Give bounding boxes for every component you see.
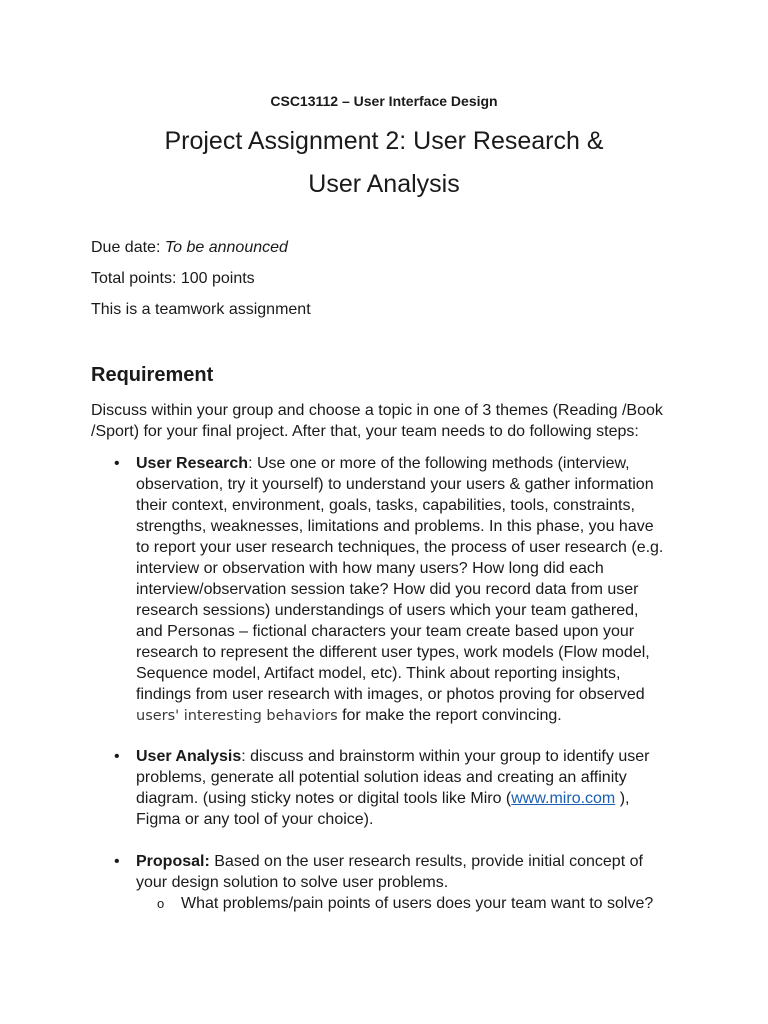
analysis-line: diagram. (using sticky notes or digital tools like Miro (www.miro.com ), <box>136 790 630 807</box>
title-line-2: User Analysis <box>308 170 460 198</box>
research-line: observation, try it yourself) to understand your users & gather information <box>136 476 654 493</box>
teamwork-note: This is a teamwork assignment <box>91 301 311 318</box>
analysis-line: problems, generate all potential solution ideas and creating an affinity <box>136 769 627 786</box>
intro-line: /Sport) for your final project. After that, your team needs to do following steps: <box>91 423 639 440</box>
due-date <box>91 239 288 257</box>
bullet-icon: • <box>114 748 120 765</box>
miro-link[interactable]: www.miro.com <box>511 790 616 807</box>
title-line-1: Project Assignment 2: User Research & <box>164 127 604 155</box>
proposal-line: Proposal: Based on the user research results, provide initial concept of <box>136 853 643 870</box>
total-points: Total points: 100 points <box>91 270 255 287</box>
proposal-label: Proposal: <box>136 853 210 870</box>
research-line: interview or observation with how many users? How long did each <box>136 560 604 577</box>
sub-item-text: What problems/pain points of users does your team want to solve? <box>181 895 654 912</box>
list-item-proposal <box>114 851 676 893</box>
proposal-line: your design solution to solve user problems. <box>136 874 449 891</box>
page-title <box>0 120 768 206</box>
circle-bullet-icon: o <box>157 896 165 911</box>
requirement-intro <box>91 400 701 442</box>
research-line: User Research: Use one or more of the following methods (interview, <box>136 455 630 472</box>
section-heading-requirement: Requirement <box>91 364 214 386</box>
research-line: strengths, weaknesses, limitations and problems. In this phase, you have <box>136 518 654 535</box>
list-item-user-analysis <box>114 746 676 830</box>
research-line: Sequence model, Artifact model, etc). Think about reporting insights, <box>136 665 621 682</box>
due-value: To be announced <box>164 239 288 256</box>
list-item-user-research <box>114 453 676 727</box>
research-line: their context, environment, goals, tasks, capabilities, tools, constraints, <box>136 497 635 514</box>
sub-list-item <box>157 893 654 914</box>
research-line: findings from user research with images, or photos proving for observed <box>136 686 645 703</box>
research-line: research sessions) understandings of users which your team gathered, <box>136 602 639 619</box>
research-line: interview/observation session take? How did you record data from user <box>136 581 639 598</box>
intro-line: Discuss within your group and choose a topic in one of 3 themes (Reading /Book <box>91 402 663 419</box>
research-line: research to represent the different user types, work models (Flow model, <box>136 644 650 661</box>
analysis-label: User Analysis <box>136 748 242 765</box>
research-label: User Research <box>136 455 249 472</box>
course-title: CSC13112 – User Interface Design <box>270 93 498 109</box>
analysis-line: User Analysis: discuss and brainstorm within your group to identify user <box>136 748 650 765</box>
bullet-icon: • <box>114 853 120 870</box>
analysis-line: Figma or any tool of your choice). <box>136 811 374 828</box>
research-line: users' interesting behaviors for make the report convincing. <box>136 707 562 724</box>
research-line: and Personas – fictional characters your team create based upon your <box>136 623 635 640</box>
research-line: to report your user research techniques, the process of user research (e.g. <box>136 539 664 556</box>
due-label: Due date: <box>91 239 165 256</box>
bullet-icon: • <box>114 455 120 472</box>
